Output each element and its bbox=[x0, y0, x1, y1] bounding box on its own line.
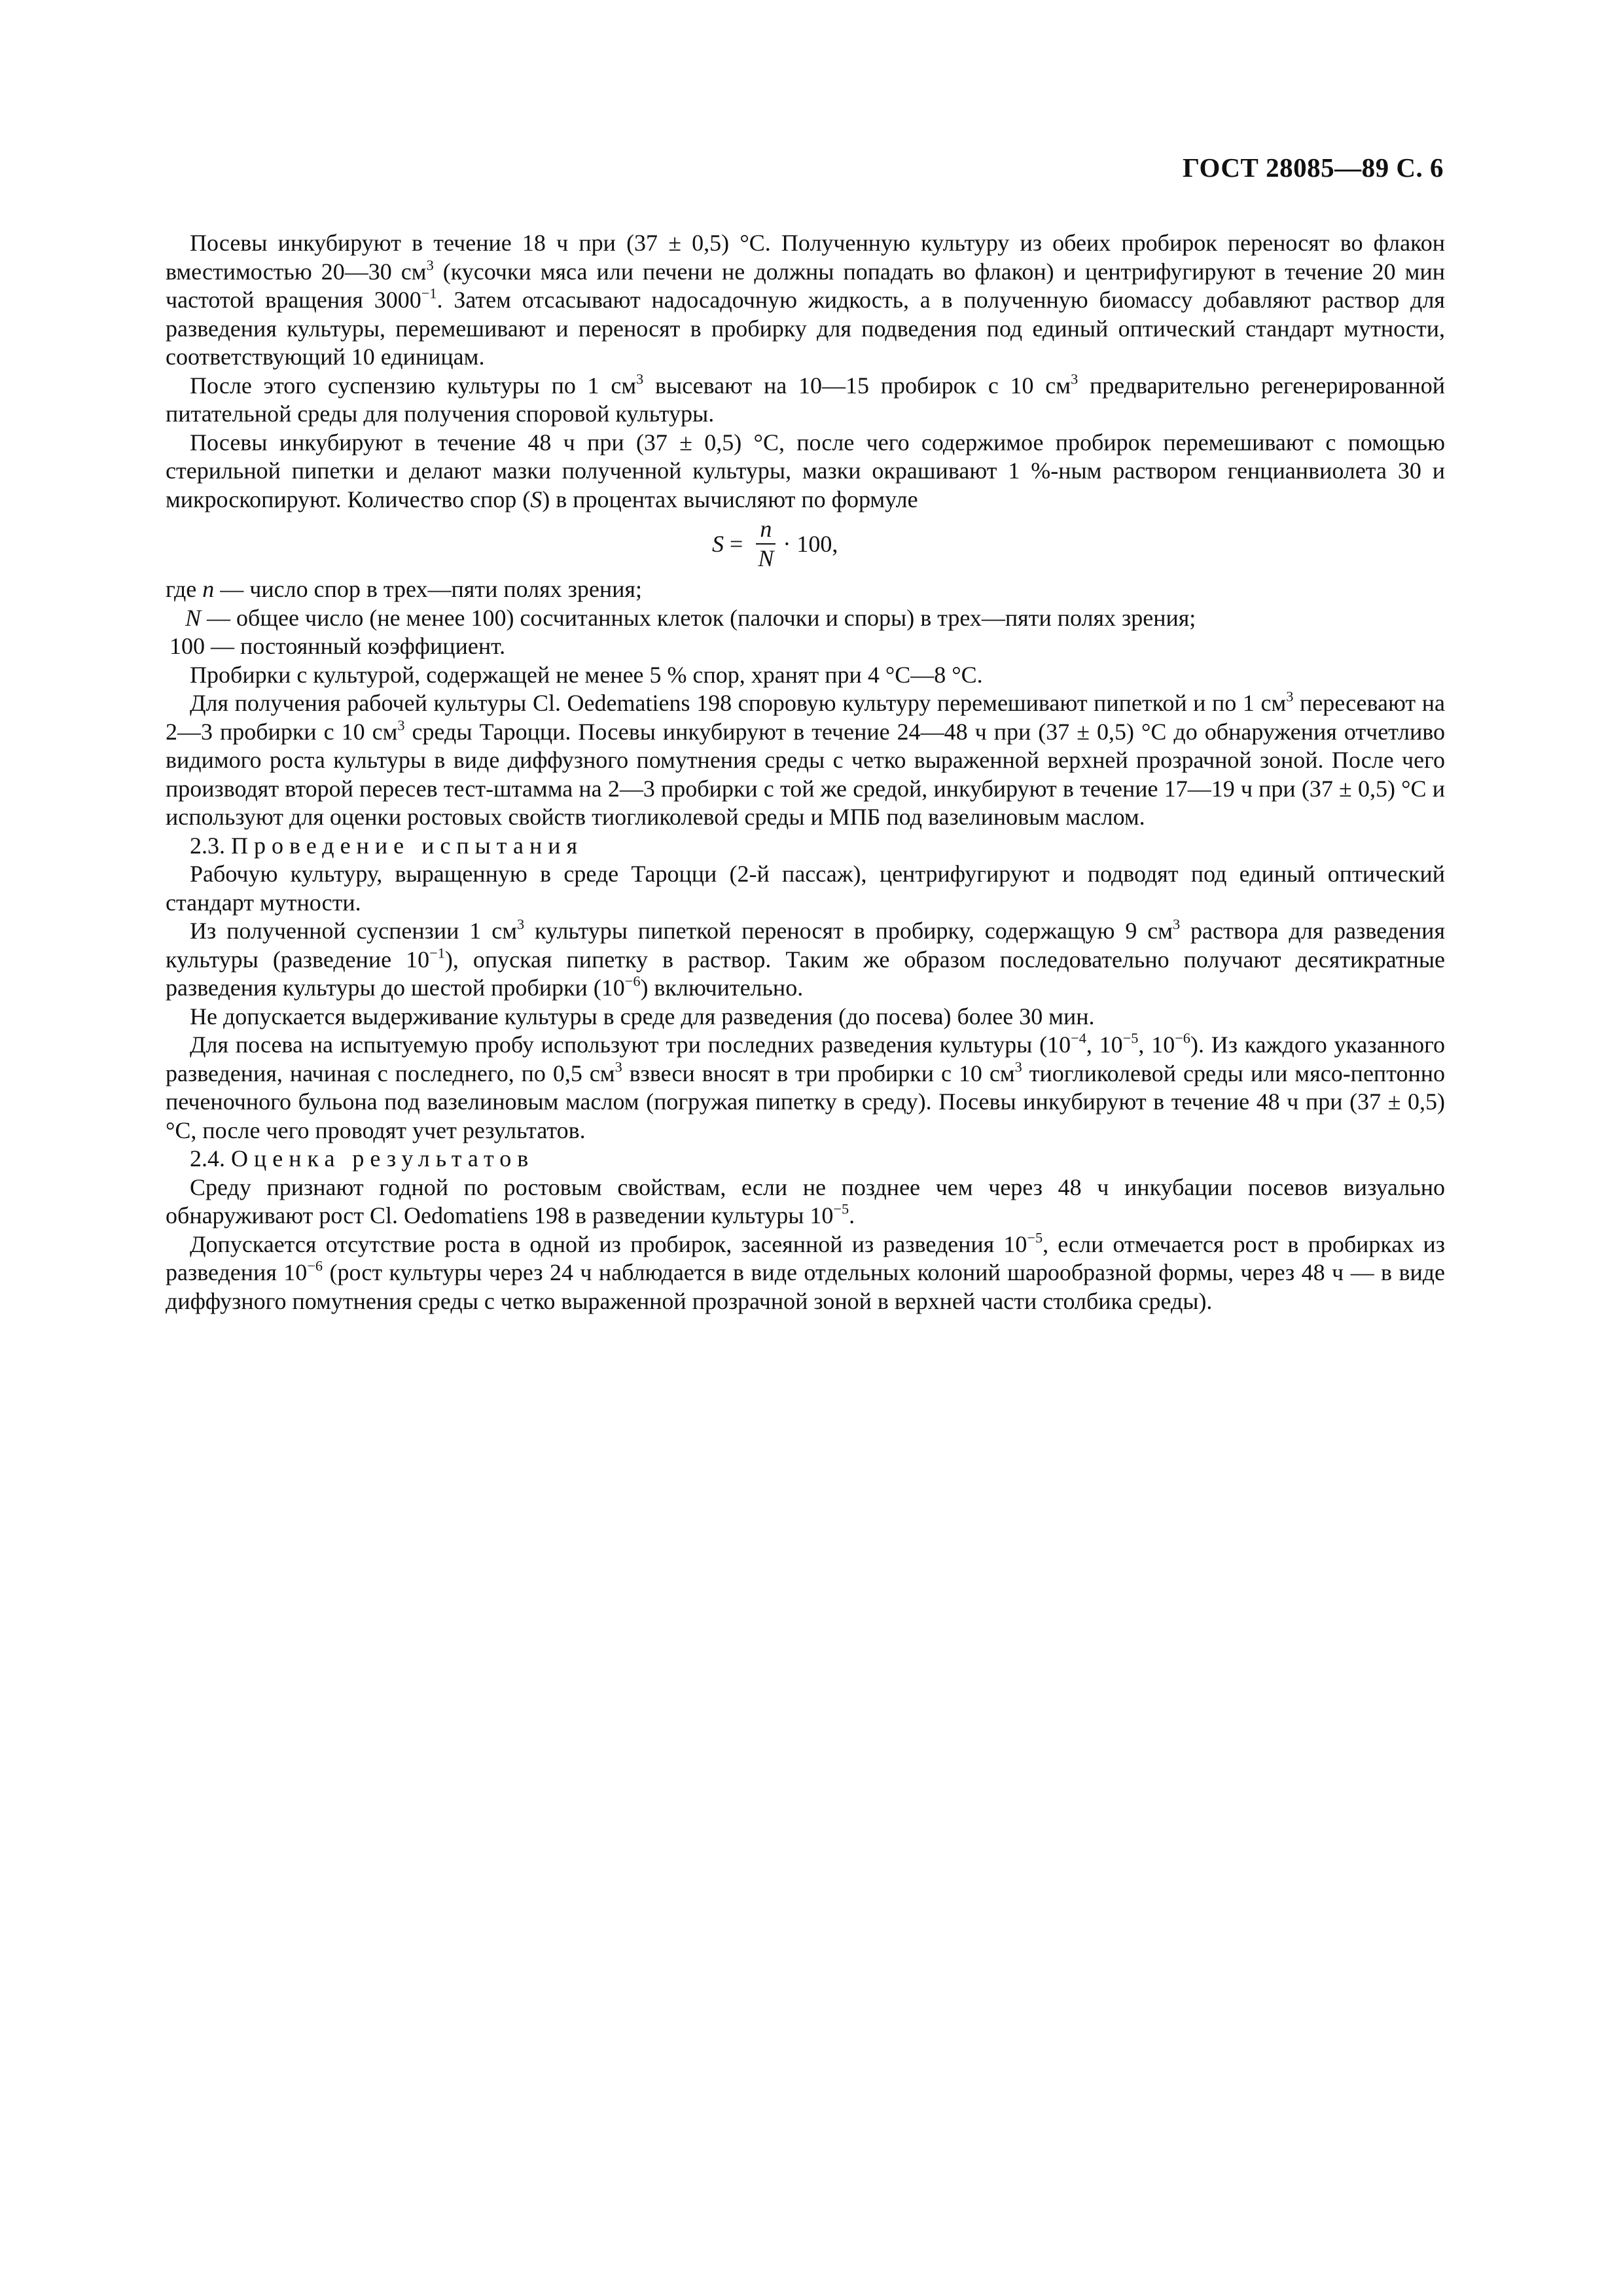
text: Посевы инкубируют в течение 48 ч при (37 ± 0,5) °С, после чего содержимое пробирок перемешивают с помощью стерильной пипетки и делают мазки полученной культуры, мазки окрашивают 1 %-ным раствором генцианвиолета 30 и микроскопируют. Количество спор ( bbox=[166, 429, 1445, 512]
formula-fraction bbox=[754, 515, 777, 573]
paragraph-incubation-48h bbox=[166, 429, 1445, 514]
superscript: −1 bbox=[421, 285, 437, 302]
paragraph-dilutions bbox=[166, 917, 1445, 1003]
superscript: 3 bbox=[426, 257, 434, 273]
definition-N bbox=[166, 604, 1445, 633]
section-title: Проведение испытания bbox=[231, 832, 584, 859]
text: тиогликолевой среды или мясо-пептонно печеночного бульона под вазелиновым маслом (погружая пипетку в среду). Посевы инкубируют в течение 48 ч при (37 ± 0,5) °С, после чего проводят учет результатов. bbox=[166, 1060, 1445, 1143]
paragraph-centrifuge: Рабочую культуру, выращенную в среде Тароцци (2-й пассаж), центрифугируют и подводят под единый оптический стандарт мутности. bbox=[166, 861, 1445, 916]
text: взвеси вносят в три пробирки с 10 см bbox=[622, 1060, 1015, 1086]
text: ). Из каждого указанного разведения, начиная с последнего, по 0,5 см bbox=[166, 1031, 1445, 1086]
text: где bbox=[166, 576, 203, 602]
superscript: 3 bbox=[516, 916, 525, 933]
text: ), опуская пипетку в раствор. Таким же образом последовательно получают десятикратные разведения культуры до шестой пробирки (10 bbox=[166, 946, 1445, 1001]
formula-lhs: S bbox=[712, 530, 724, 557]
paragraph-tolerance bbox=[166, 1230, 1445, 1316]
text: . bbox=[849, 1202, 855, 1229]
superscript: 3 bbox=[397, 717, 405, 733]
text: ) включительно. bbox=[640, 975, 804, 1001]
spore-formula bbox=[712, 515, 838, 573]
superscript: −6 bbox=[624, 973, 641, 990]
text: Допускается отсутствие роста в одной из пробирок, засеянной из разведения 10 bbox=[190, 1230, 1027, 1257]
section-heading-2-4 bbox=[166, 1145, 1445, 1174]
formula-block bbox=[166, 515, 1445, 575]
superscript: 3 bbox=[1286, 688, 1294, 705]
section-number: 2.3. bbox=[190, 832, 231, 859]
text: Для посева на испытуемую пробу используют три последних разведения культуры (10 bbox=[190, 1031, 1071, 1058]
section-title: Оценка результатов bbox=[231, 1145, 535, 1172]
paragraph-holding-limit: Не допускается выдерживание культуры в среде для разведения (до посева) более 30 мин. bbox=[190, 1003, 1095, 1030]
text: , если отмечается рост в пробирках из разведения 10 bbox=[166, 1230, 1445, 1285]
text: ) в процентах вычисляют по формуле bbox=[542, 486, 918, 512]
text: (рост культуры через 24 ч наблюдается в виде отдельных колоний шарообразной формы, через 48 ч — в виде диффузного помутнения среды с четко выраженной прозрачной зоной в верхней части столбика среды). bbox=[166, 1259, 1446, 1314]
paragraph-storage: Пробирки с культурой, содержащей не менее 5 % спор, хранят при 4 °С—8 °С. bbox=[190, 661, 983, 688]
definition-n bbox=[166, 575, 1445, 604]
symbol-s: S bbox=[530, 486, 543, 512]
text: пересевают на 2—3 пробирки с 10 см bbox=[166, 690, 1446, 745]
text: После этого суспензию культуры по 1 см bbox=[190, 372, 637, 399]
text: 100 — постоянный коэффициент. bbox=[169, 633, 506, 659]
text: предварительно регенерированной питательной среды для получения споровой культуры. bbox=[166, 372, 1445, 427]
text: среды Тароцци. Посевы инкубируют в течение 24—48 ч при (37 ± 0,5) °С до обнаружения отчетливо видимого роста культуры в виде диффузного помутнения среды с четко выраженной верхней прозрачной зоной. После чего производят второй пересев тест-штамма на 2—3 пробирки с той же средой, инкубируют в течение 17—19 ч при (37 ± 0,5) °С и используют для оценки ростовых свойств тиогликолевой среды и МПБ под вазелиновым маслом. bbox=[166, 718, 1446, 830]
symbol-N: N bbox=[185, 604, 202, 631]
section-number: 2.4. bbox=[190, 1145, 231, 1172]
text: Среду признают годной по ростовым свойствам, если не позднее чем через 48 ч инкубации посевов визуально обнаруживают рост Cl. Oedomatiens 198 в разведении культуры 10 bbox=[166, 1174, 1445, 1229]
document-body bbox=[166, 229, 1445, 1316]
section-heading-2-3 bbox=[166, 832, 1445, 861]
text: раствора для разведения культуры (разведение 10 bbox=[166, 918, 1446, 973]
symbol-n: n bbox=[202, 576, 215, 602]
text: (кусочки мяса или печени не должны попадать во флакон) и центрифугируют в течение 20 мин частотой вращения 3000 bbox=[166, 258, 1445, 313]
superscript: 3 bbox=[636, 370, 644, 387]
text: высевают на 10—15 пробирок с 10 см bbox=[643, 372, 1071, 399]
superscript: 3 bbox=[615, 1058, 622, 1075]
paragraph-test-seeding bbox=[166, 1031, 1445, 1145]
superscript: 3 bbox=[1071, 370, 1079, 387]
paragraph-working-culture bbox=[166, 689, 1445, 832]
text: , 10 bbox=[1138, 1031, 1175, 1058]
superscript: −4 bbox=[1071, 1030, 1086, 1047]
text: — общее число (не менее 100) сосчитанных клеток (палочки и споры) в трех—пяти полях зрения; bbox=[201, 604, 1196, 631]
superscript: −5 bbox=[833, 1200, 849, 1217]
paragraph-acceptance bbox=[166, 1174, 1445, 1230]
standard-number: ГОСТ 28085—89 С. 6 bbox=[1182, 152, 1444, 183]
superscript: −5 bbox=[1027, 1229, 1043, 1246]
definition-100 bbox=[166, 632, 1445, 661]
superscript: −1 bbox=[429, 944, 445, 961]
paragraph-incubation-18h bbox=[166, 229, 1445, 372]
superscript: −6 bbox=[307, 1257, 323, 1274]
formula-denominator: N bbox=[758, 545, 774, 571]
superscript: 3 bbox=[1173, 916, 1181, 933]
formula-numerator: n bbox=[756, 515, 776, 545]
text: культуры пипеткой переносят в пробирку, содержащую 9 см bbox=[524, 918, 1173, 944]
superscript: −6 bbox=[1175, 1030, 1190, 1047]
page-header bbox=[1183, 152, 1444, 183]
formula-rhs: · 100, bbox=[783, 530, 838, 557]
text: — число спор в трех—пяти полях зрения; bbox=[214, 576, 642, 602]
text: Из полученной суспензии 1 см bbox=[190, 918, 517, 944]
paragraph-suspension-seeding bbox=[166, 372, 1445, 429]
formula-equals: = bbox=[724, 530, 749, 557]
text: , 10 bbox=[1086, 1031, 1123, 1058]
text: . Затем отсасывают надосадочную жидкость, а в полученную биомассу добавляют раствор для разведения культуры, перемешивают и переносят в пробирку для подведения под единый оптический стандарт мутности, соответствующий 10 единицам. bbox=[166, 287, 1445, 370]
text: Для получения рабочей культуры Cl. Oedematiens 198 споровую культуру перемешивают пипеткой и по 1 см bbox=[190, 690, 1287, 716]
text: Посевы инкубируют в течение 18 ч при (37 ± 0,5) °С. Полученную культуру из обеих пробирок переносят во флакон вместимостью 20—30 см bbox=[166, 230, 1445, 285]
superscript: −5 bbox=[1122, 1030, 1139, 1047]
superscript: 3 bbox=[1014, 1058, 1022, 1075]
